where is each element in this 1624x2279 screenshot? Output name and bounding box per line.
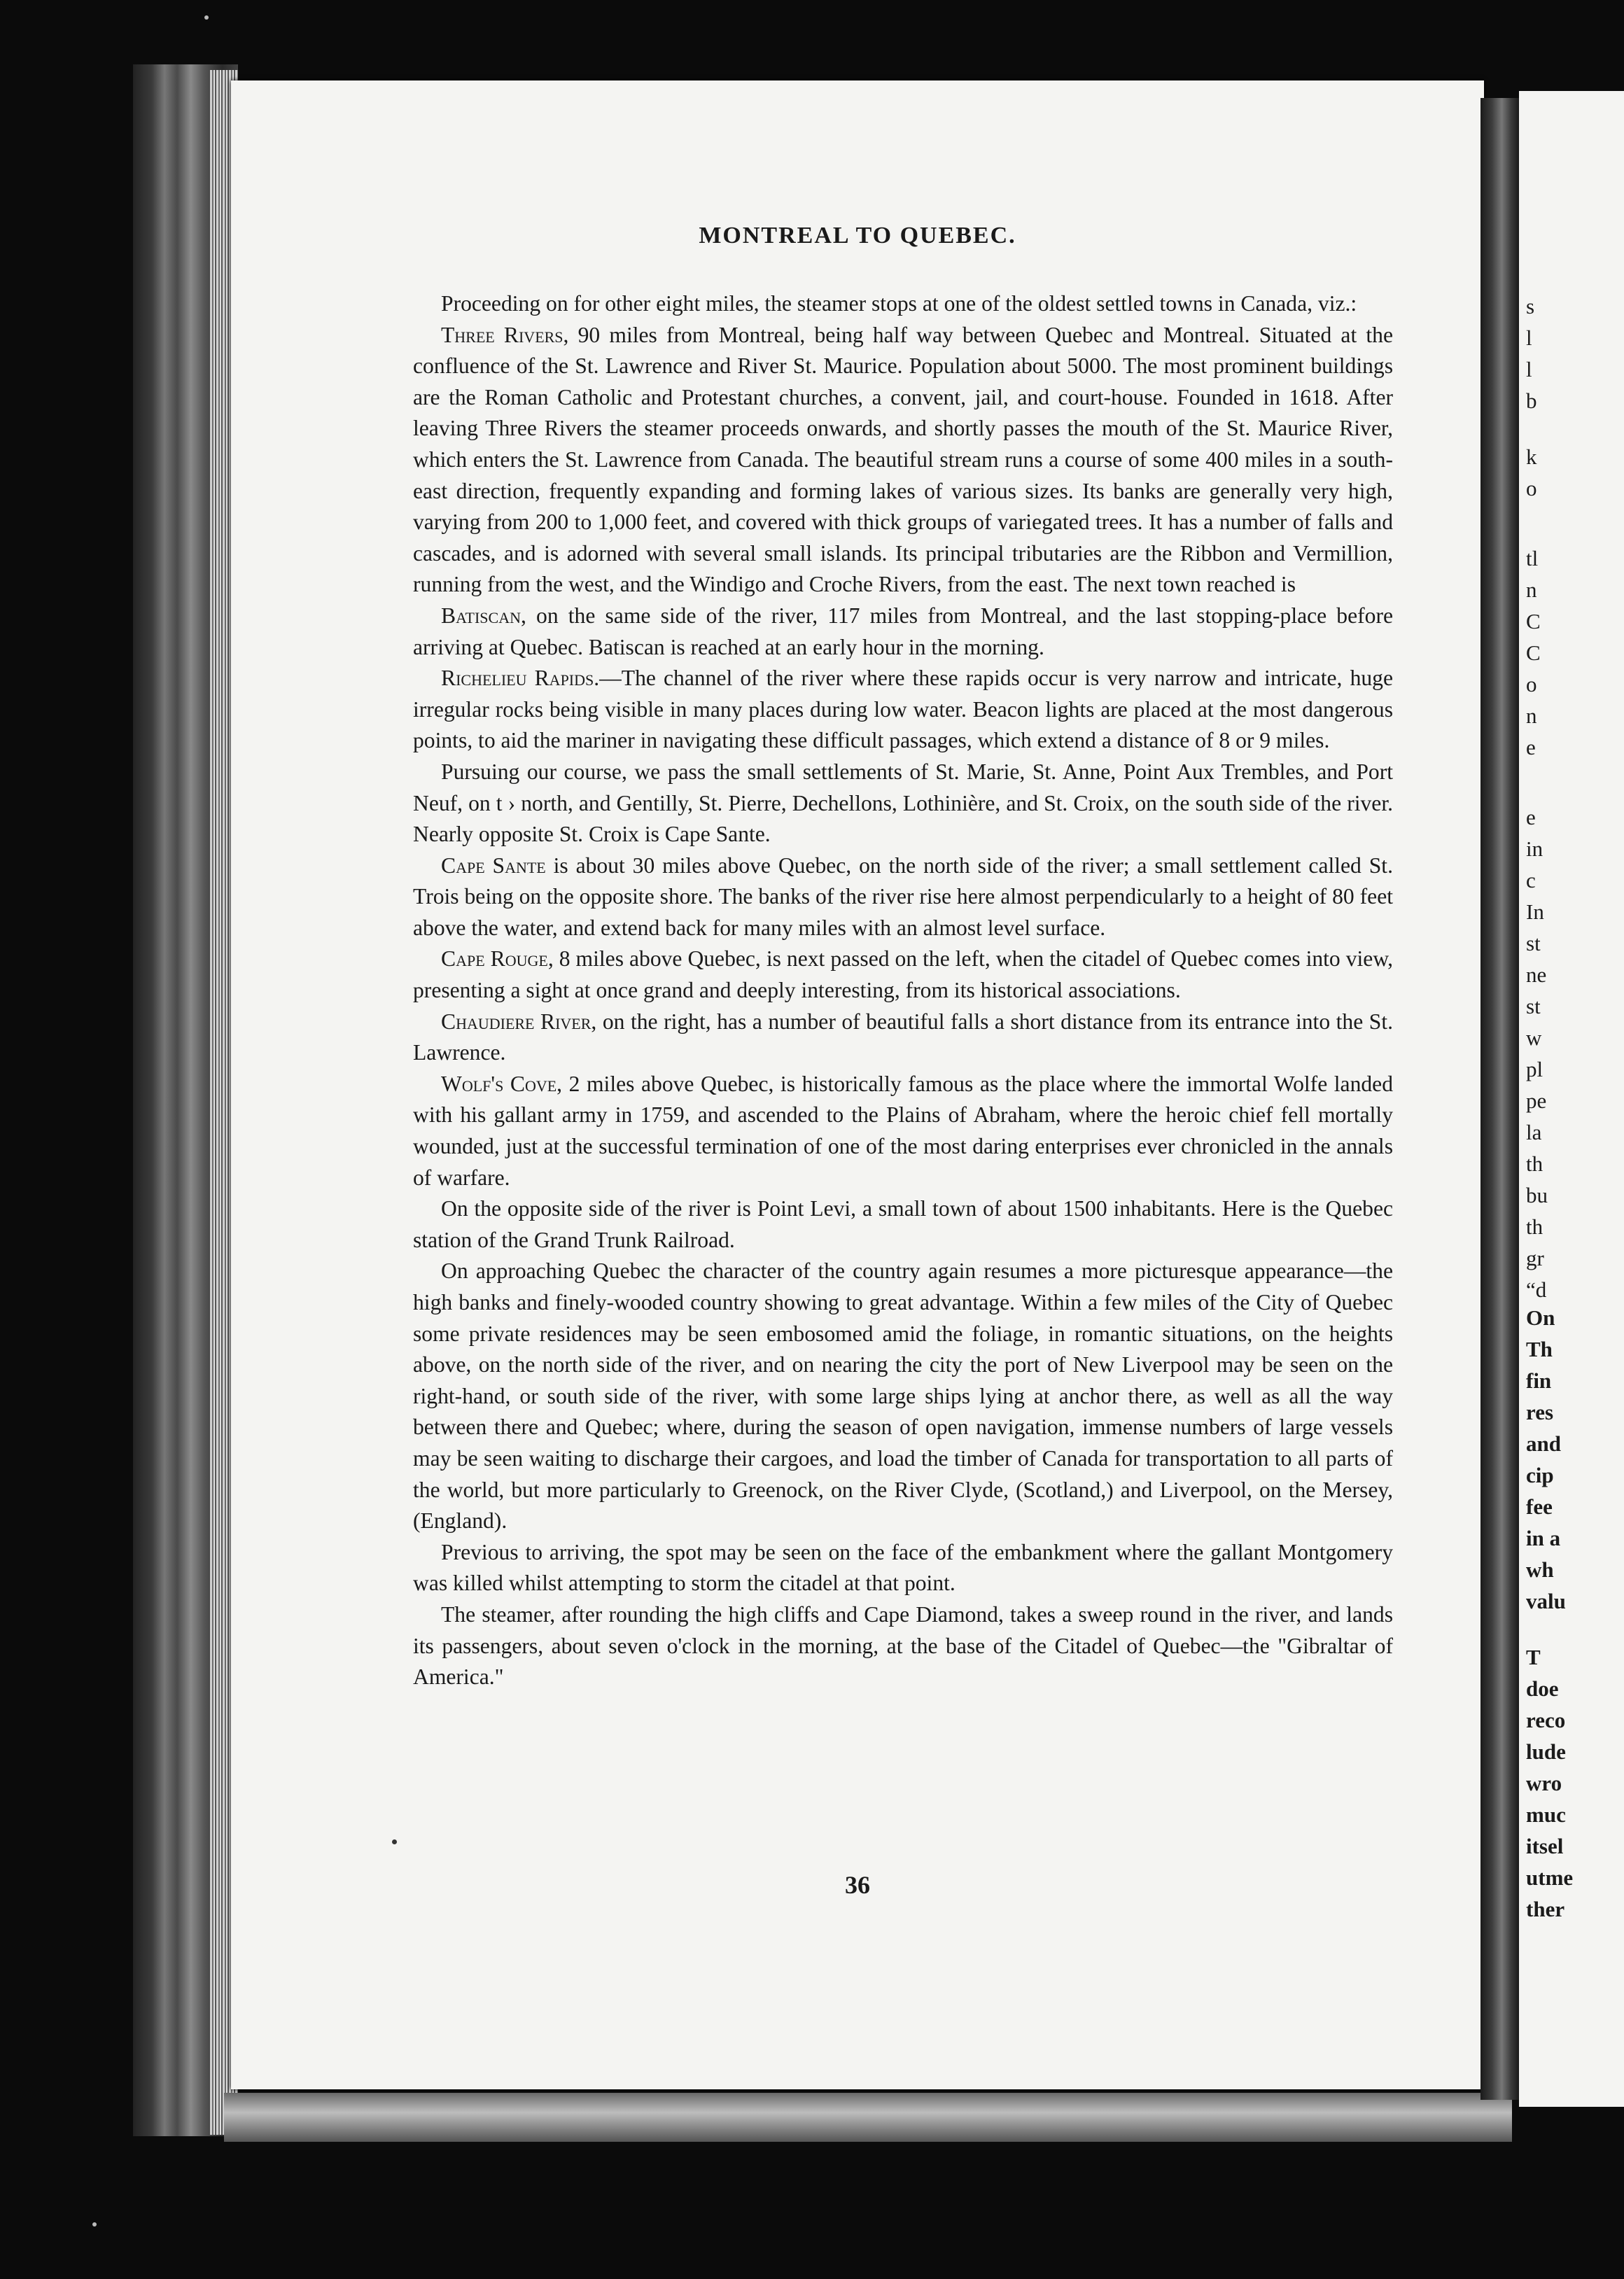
paragraph-text: 2 miles above Quebec, is historically famous as the place where the immortal Wolfe landed with his gallant army in 1759, and ascended to the Plains of Abraham, where the heroic chief fell mortally wounded, just at the successful termination of one of the most daring enterprises ever chronicled in the annals of warfare. <box>413 1071 1393 1190</box>
paragraph-lead: Cape Rouge, <box>441 946 554 972</box>
facing-page-text-fragment: T <box>1526 1645 1541 1669</box>
paragraph-text: is about 30 miles above Quebec, on the north side of the river; a small settlement called St. Trois being on the opposite shore. The banks of the river rise here almost perpendicularly to a height of 80 feet above the water, and extend back for many miles with an almost level surface. <box>413 853 1393 940</box>
facing-page-text-fragment: fin <box>1526 1368 1552 1393</box>
paragraph-text: The steamer, after rounding the high cliffs and Cape Diamond, takes a sweep round in the river, and lands its passengers, about seven o'clock in the morning, at the base of the Citadel of Quebec—the "Gibraltar of America." <box>413 1601 1393 1690</box>
paragraph-text: On the opposite side of the river is Point Levi, a small town of about 1500 inhabitants. Here is the Quebec station of the Grand Trunk Railroad. <box>413 1196 1393 1252</box>
paragraph <box>413 601 1393 663</box>
facing-page-text-fragment: e <box>1526 735 1536 759</box>
facing-page-text-fragment: st <box>1526 931 1541 955</box>
facing-page-text-fragment: itsel <box>1526 1834 1564 1858</box>
facing-page-text-fragment: C <box>1526 640 1541 665</box>
paragraph <box>413 288 1393 320</box>
paragraph-lead: Wolf's Cove, <box>441 1071 563 1096</box>
facing-page-text-fragment: th <box>1526 1151 1544 1176</box>
facing-page-text-fragment: n <box>1526 703 1537 728</box>
paragraph <box>413 1599 1393 1693</box>
facing-page-text-fragment: wro <box>1526 1771 1562 1795</box>
facing-page-text-fragment: On <box>1526 1305 1555 1330</box>
facing-page-text-fragment: pe <box>1526 1088 1547 1113</box>
facing-page-text-fragment: l <box>1526 325 1532 350</box>
facing-page-text-fragment: b <box>1526 388 1537 413</box>
facing-page-text-fragment: pl <box>1526 1057 1544 1081</box>
facing-page-text-fragment: k <box>1526 444 1537 469</box>
paragraph-text: On approaching Quebec the character of the country again resumes a more picturesque appearance—the high banks and finely-wooded country showing to great advantage. Within a few miles of the City of Quebec some private residences may be seen embosomed amid the foliage, in romantic situations, on the heights above, on the north side of the river, and on nearing the city the port of New Liverpool may be seen on the right-hand, or south side of the river, with some large ships lying at anchor there, as well as all the way between there and Quebec; where, during the season of open navigation, immense numbers of large vessels may be seen waiting to discharge their cargoes, and load the timber of Canada for transportation to all parts of the world, but more particularly to Greenock, on the River Clyde, (Scotland,) and Liverpool, on the Mersey, (England). <box>413 1258 1393 1534</box>
scan-speck <box>92 2222 97 2227</box>
paragraph-text: on the right, has a number of beautiful falls a short distance from its entrance into the St. Lawrence. <box>413 1009 1394 1065</box>
paragraph <box>413 1069 1393 1193</box>
facing-page-text-fragment: n <box>1526 577 1537 602</box>
paragraph-lead: Cape Sante <box>441 853 546 878</box>
facing-page-text-fragment: and <box>1526 1431 1561 1456</box>
facing-page-text-fragment: w <box>1526 1025 1542 1050</box>
paragraph-text: Pursuing our course, we pass the small settlements of St. Marie, St. Anne, Point Aux Trembles, and Port Neuf, on t › north, and Gentilly, St. Pierre, Dechellons, Lothinière, and St. Croix, on the south side of the river. Nearly opposite St. Croix is Cape Sante. <box>413 759 1393 847</box>
facing-page-text-fragment: tl <box>1526 546 1539 570</box>
facing-page-text-fragment: doe <box>1526 1676 1559 1701</box>
paragraph <box>413 1537 1393 1599</box>
paragraph-lead: Richelieu Rapids. <box>441 666 600 691</box>
paragraph-text: 90 miles from Montreal, being half way between Quebec and Montreal. Situated at the confluence of the St. Lawrence and River St. Maurice. Population about 5000. The most prominent buildings are the Roman Catholic and Protestant churches, a convent, jail, and court-house. Founded in 1618. After leaving Three Rivers the steamer proceeds onwards, and shortly passes the mouth of the St. Maurice River, which enters the St. Lawrence from Canada. The beautiful stream runs a course of some 400 miles in a south-east direction, frequently expanding and forming lakes of various sizes. Its banks are generally very high, varying from 200 to 1,000 feet, and covered with thick groups of variegated trees. It has a number of falls and cascades, and is adorned with several small islands. Its principal tributaries are the Ribbon and Vermillion, running from the west, and the Windigo and Croche Rivers, from the east. The next town reached is <box>413 322 1394 597</box>
paragraph-lead: Chaudiere River, <box>441 1009 597 1034</box>
facing-page-text-fragment: l <box>1526 357 1532 381</box>
paragraph <box>413 320 1393 601</box>
facing-page-text-fragment: o <box>1526 672 1537 696</box>
facing-page-text-fragment: wh <box>1526 1557 1554 1582</box>
facing-page-text-fragment: “d <box>1526 1277 1547 1302</box>
facing-page-text-fragment: la <box>1526 1120 1542 1144</box>
page-edges-bottom <box>224 2093 1512 2142</box>
page-number: 36 <box>845 1871 870 1899</box>
facing-page-text-fragment: bu <box>1526 1183 1548 1207</box>
paragraph-text: 8 miles above Quebec, is next passed on the left, when the citadel of Quebec comes into view, presenting a sight at once grand and deeply interesting, from its historical associations. <box>413 946 1393 1003</box>
facing-page-text-fragment: st <box>1526 994 1541 1018</box>
facing-page-edge <box>1519 91 1624 2107</box>
facing-page-text-fragment: utme <box>1526 1865 1574 1890</box>
running-head: MONTREAL TO QUEBEC. <box>699 223 1016 248</box>
paragraph-text: Proceeding on for other eight miles, the steamer stops at one of the oldest settled towns in Canada, viz.: <box>441 291 1357 316</box>
paragraph <box>413 1007 1393 1069</box>
facing-page-text-fragment: ne <box>1526 962 1547 987</box>
facing-page-text-fragment: s <box>1526 294 1535 318</box>
facing-page-text-fragment: o <box>1526 476 1537 500</box>
facing-page-text-fragment: c <box>1526 868 1536 892</box>
facing-page-text-fragment: muc <box>1526 1802 1566 1827</box>
facing-page-text-fragment: Th <box>1526 1337 1553 1361</box>
paragraph-lead: Three Rivers, <box>441 322 569 347</box>
paragraph <box>413 757 1393 850</box>
paragraph <box>413 850 1393 944</box>
paragraph-lead: Batiscan, <box>441 603 526 628</box>
facing-page-text-fragment: fee <box>1526 1494 1553 1519</box>
paragraph-text: Previous to arriving, the spot may be seen on the face of the embankment where the gallant Montgomery was killed whilst attempting to storm the citadel at that point. <box>413 1539 1393 1596</box>
facing-page-text-fragment: gr <box>1526 1246 1544 1270</box>
facing-page-text-fragment: In <box>1526 899 1544 924</box>
facing-page-text-fragment: res <box>1526 1400 1554 1424</box>
facing-page-text-fragment: C <box>1526 609 1541 633</box>
facing-page-text-fragment: lude <box>1526 1739 1566 1764</box>
facing-page-text-fragment: reco <box>1526 1708 1566 1732</box>
paragraph <box>413 1256 1393 1536</box>
book-gutter <box>1480 98 1519 2100</box>
facing-page-text-fragment: th <box>1526 1214 1544 1239</box>
facing-page-text-fragment: ther <box>1526 1897 1565 1921</box>
facing-page-text-fragment: in a <box>1526 1526 1561 1550</box>
facing-page-text-fragment: valu <box>1526 1589 1566 1613</box>
paragraph <box>413 944 1393 1006</box>
facing-page-text-fragment: e <box>1526 805 1536 829</box>
paragraph-text: —The channel of the river where these rapids occur is very narrow and intricate, huge irregular rocks being visible in many places during low water. Beacon lights are placed at the most dangerous points, to aid the mariner in navigating these difficult passages, which extend a distance of 8 or 9 miles. <box>413 666 1393 753</box>
body-text <box>413 288 1393 1693</box>
paragraph-text: on the same side of the river, 117 miles from Montreal, and the last stopping-place before arriving at Quebec. Batiscan is reached at an early hour in the morning. <box>413 603 1393 659</box>
paragraph <box>413 1193 1393 1256</box>
scan-speck <box>392 1839 397 1844</box>
paragraph <box>413 663 1393 757</box>
scan-speck <box>204 15 209 20</box>
facing-page-text-fragment: cip <box>1526 1463 1554 1487</box>
facing-page-text-fragment: in <box>1526 836 1544 861</box>
